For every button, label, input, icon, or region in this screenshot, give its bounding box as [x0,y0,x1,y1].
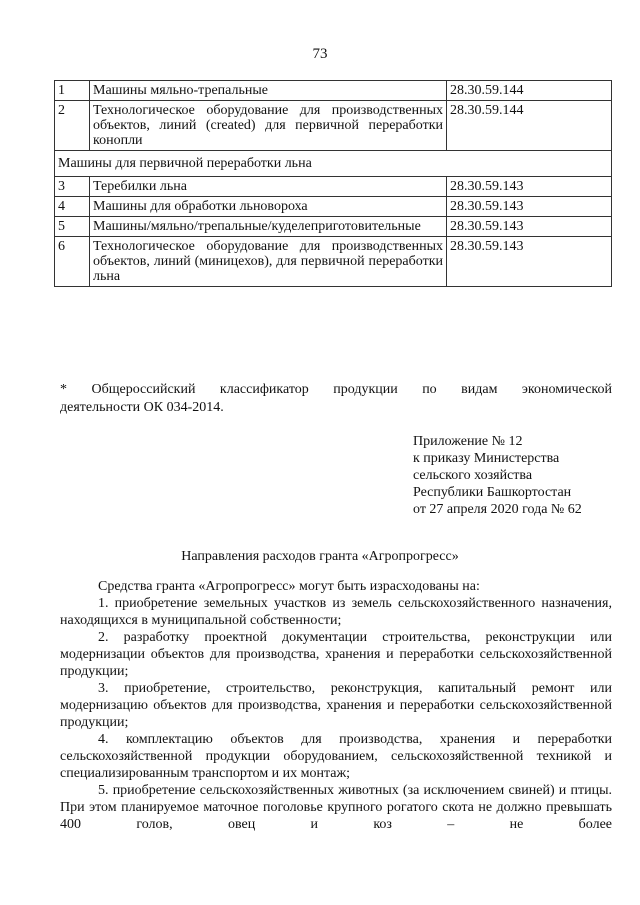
row-name: Технологическое оборудование для производственных объектов, линий (created) для первичной переработки конопли [90,101,447,151]
list-item: 2. разработку проектной документации строительства, реконструкции или модернизации объектов для производства, хранения и переработки сельскохозяйственной продукции; [60,630,612,679]
appendix-line: от 27 апреля 2020 года № 62 [413,502,582,517]
footnote-line: деятельности ОК 034-2014. [60,400,224,415]
table-row [55,197,612,217]
page-number: 73 [312,46,328,62]
row-code: 28.30.59.143 [447,237,612,287]
row-code: 28.30.59.143 [447,217,612,237]
row-name: Машины/мяльно/трепальные/куделеприготовительные [90,217,447,237]
body-text [60,578,612,833]
appendix-line: Республики Башкортостан [413,485,572,500]
footnote [60,381,612,417]
section-header: Машины для первичной переработки льна [55,151,612,177]
row-number: 4 [55,197,90,217]
footnote-line: * Общероссийский классификатор продукции по видам экономической [60,382,612,397]
row-code: 28.30.59.144 [447,81,612,101]
section-title: Направления расходов гранта «Агропрогресс» [181,549,459,564]
row-number: 1 [55,81,90,101]
list-item: 3. приобретение, строительство, реконструкция, капитальный ремонт или модернизацию объектов для производства, хранения и переработки сельскохозяйственной продукции; [60,681,612,730]
equipment-table [54,80,612,287]
list-item: 5. приобретение сельскохозяйственных животных (за исключением свиней) и птицы. При этом планируемое маточное поголовье крупного рогатого скота не должно превышать 400 голов, овец и коз – не более [60,783,612,832]
table-row [55,217,612,237]
intro-paragraph: Средства гранта «Агропрогресс» могут быть израсходованы на: [98,579,480,594]
table-row [55,237,612,287]
table-row [55,101,612,151]
row-code: 28.30.59.143 [447,197,612,217]
list-item: 4. комплектацию объектов для производства, хранения и переработки сельскохозяйственной продукции оборудованием, сельскохозяйственной техникой и специализированным транспортом и их монтаж; [60,732,612,781]
row-code: 28.30.59.143 [447,177,612,197]
appendix-line: сельского хозяйства [413,468,533,483]
row-name: Технологическое оборудование для производственных объектов, линий (миницехов), для первичной переработки льна [90,237,447,287]
appendix-header [413,433,582,518]
row-number: 3 [55,177,90,197]
table-section-row [55,151,612,177]
appendix-line: Приложение № 12 [413,434,523,449]
row-code: 28.30.59.144 [447,101,612,151]
row-number: 6 [55,237,90,287]
row-number: 2 [55,101,90,151]
row-name: Машины для обработки льновороха [90,197,447,217]
appendix-line: к приказу Министерства [413,451,560,466]
table-row [55,177,612,197]
row-number: 5 [55,217,90,237]
table-row [55,81,612,101]
row-name: Теребилки льна [90,177,447,197]
list-item: 1. приобретение земельных участков из земель сельскохозяйственного назначения, находящихся в муниципальной собственности; [60,596,612,628]
row-name: Машины мяльно-трепальные [90,81,447,101]
